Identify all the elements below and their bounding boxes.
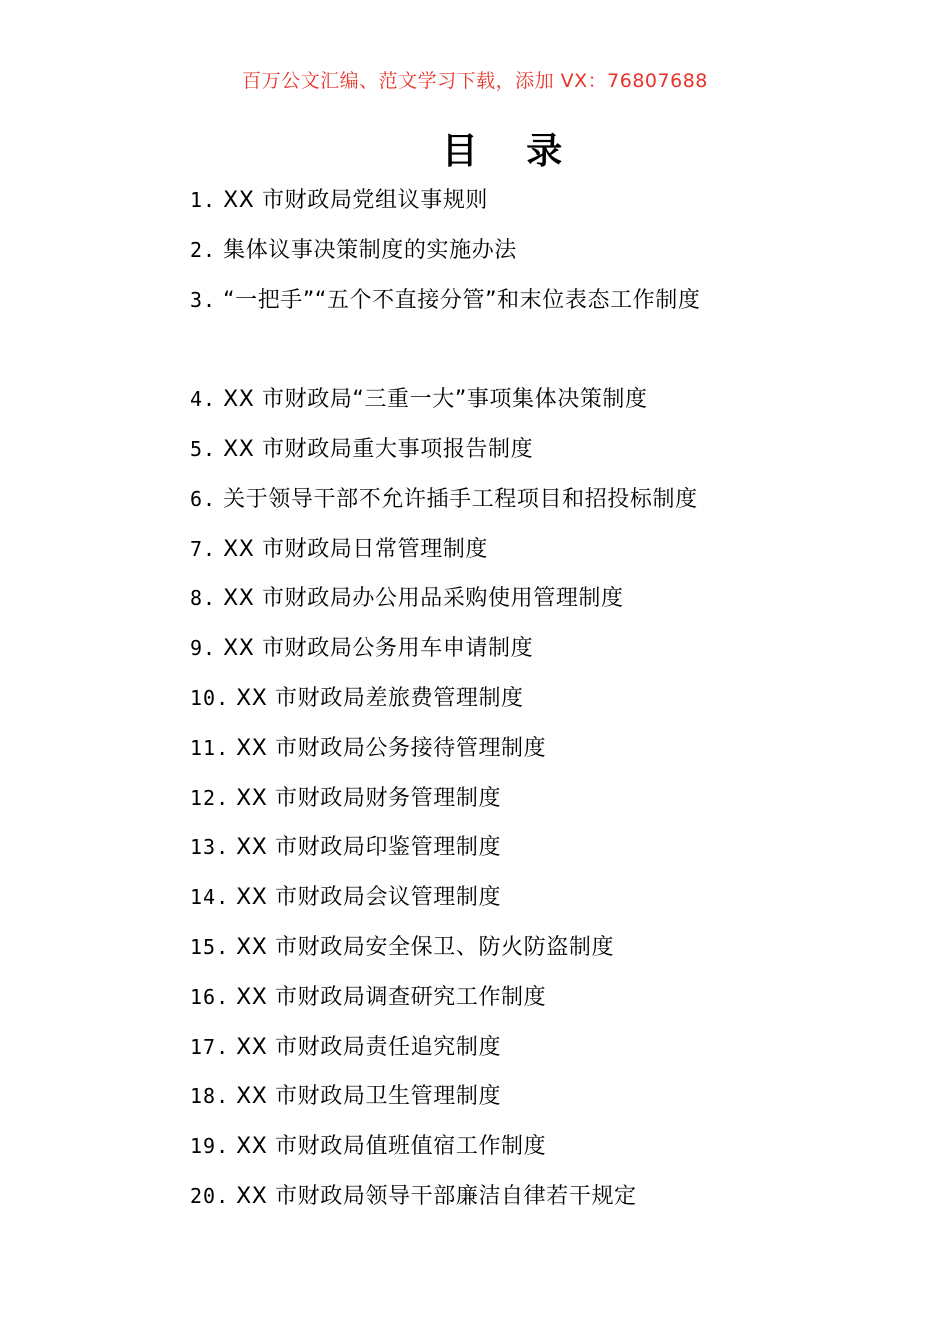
toc-item-text: XX 市财政局日常管理制度 — [223, 536, 489, 562]
toc-item — [190, 1122, 910, 1172]
toc-item — [190, 923, 910, 973]
toc-item-number: 18. — [190, 1084, 230, 1109]
toc-item — [190, 774, 910, 824]
promo-header: 百万公文汇编、范文学习下载，添加 VX：76807688 — [242, 70, 708, 92]
toc-spacer — [190, 325, 910, 375]
toc-item — [190, 873, 910, 923]
toc-item — [190, 176, 910, 226]
toc-item-number: 4. — [190, 387, 217, 412]
toc-item-text: XX 市财政局印鉴管理制度 — [236, 835, 502, 861]
toc-item — [190, 375, 910, 425]
toc-item-text: XX 市财政局财务管理制度 — [236, 785, 502, 811]
toc-item-text: XX 市财政局安全保卫、防火防盗制度 — [236, 934, 615, 960]
toc-item-number: 10. — [190, 685, 230, 710]
toc-item — [190, 1172, 910, 1222]
toc-item — [190, 525, 910, 575]
toc-item — [190, 425, 910, 475]
toc-item-text: XX 市财政局领导干部廉洁自律若干规定 — [236, 1183, 637, 1209]
toc-item-text: XX 市财政局调查研究工作制度 — [236, 984, 547, 1010]
toc-item — [190, 624, 910, 674]
toc-item-number: 12. — [190, 785, 230, 810]
toc-item-number: 14. — [190, 885, 230, 910]
toc-item-number: 8. — [190, 586, 217, 611]
toc-item-text: 集体议事决策制度的实施办法 — [223, 237, 517, 263]
table-of-contents — [190, 176, 910, 1222]
toc-item-number: 19. — [190, 1134, 230, 1159]
toc-item-number: 17. — [190, 1034, 230, 1059]
toc-item-number: 20. — [190, 1183, 230, 1208]
toc-item-text: XX 市财政局值班值宿工作制度 — [236, 1134, 547, 1160]
toc-item-number: 16. — [190, 984, 230, 1009]
toc-item — [190, 674, 910, 724]
toc-item — [190, 1023, 910, 1073]
toc-item-number: 11. — [190, 735, 230, 760]
toc-item-number: 15. — [190, 934, 230, 959]
toc-item-text: XX 市财政局差旅费管理制度 — [236, 685, 524, 711]
toc-item-text: XX 市财政局公务用车申请制度 — [223, 636, 534, 662]
toc-item-number: 7. — [190, 536, 217, 561]
toc-item — [190, 1072, 910, 1122]
toc-item-number: 13. — [190, 835, 230, 860]
toc-item-text: XX 市财政局公务接待管理制度 — [236, 735, 547, 761]
toc-item-number: 5. — [190, 436, 217, 461]
toc-item-text: XX 市财政局责任追究制度 — [236, 1034, 502, 1060]
toc-item-text: XX 市财政局重大事项报告制度 — [223, 436, 534, 462]
toc-item — [190, 973, 910, 1023]
toc-item-text: XX 市财政局办公用品采购使用管理制度 — [223, 586, 624, 612]
toc-item — [190, 226, 910, 276]
toc-item-text: XX 市财政局会议管理制度 — [236, 885, 502, 911]
toc-item-number: 9. — [190, 636, 217, 661]
toc-item-text: XX 市财政局党组议事规则 — [223, 188, 489, 213]
toc-item — [190, 574, 910, 624]
toc-item — [190, 475, 910, 525]
toc-item-text: XX 市财政局“三重一大”事项集体决策制度 — [223, 387, 648, 413]
toc-item-text: “一把手”“五个不直接分管”和末位表态工作制度 — [223, 287, 701, 313]
toc-item — [190, 823, 910, 873]
toc-item — [190, 276, 910, 326]
toc-item — [190, 724, 910, 774]
toc-item-number: 3. — [190, 287, 217, 312]
toc-item-text: 关于领导干部不允许插手工程项目和招投标制度 — [223, 486, 698, 512]
toc-item-number: 6. — [190, 486, 217, 511]
toc-item-number: 2. — [190, 237, 217, 262]
toc-item-text: XX 市财政局卫生管理制度 — [236, 1084, 502, 1110]
toc-item-number: 1. — [190, 188, 217, 212]
toc-title: 目 录 — [441, 131, 581, 172]
